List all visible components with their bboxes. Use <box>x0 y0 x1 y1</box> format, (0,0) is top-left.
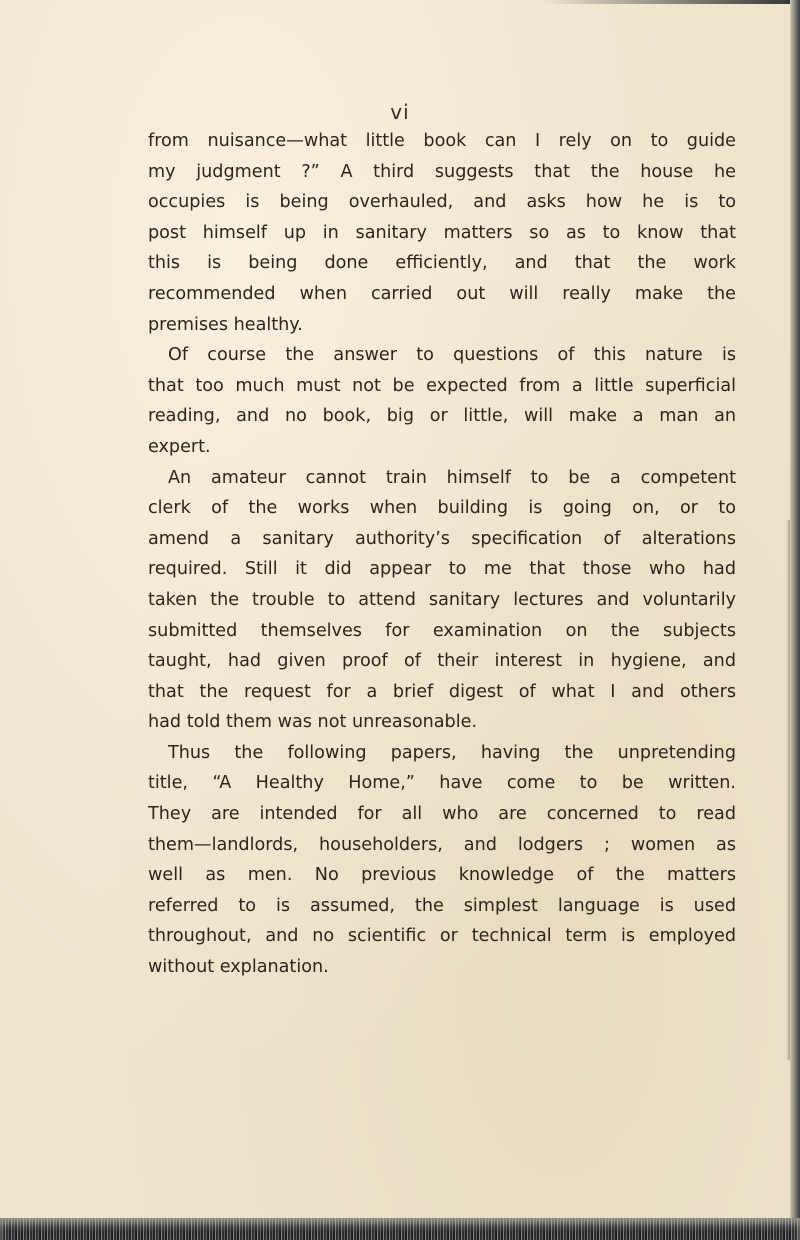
text-line: amend a sanitary authority’s specification of alterations <box>148 528 736 549</box>
text-line: Thus the following papers, having the unpretending <box>168 742 736 763</box>
text-line: without explanation. <box>148 957 329 978</box>
binding-edge <box>790 0 800 1240</box>
page-bottom-edge <box>0 1218 800 1240</box>
text-line: post himself up in sanitary matters so as to know that <box>148 222 736 243</box>
text-line: submitted themselves for examination on the subjects <box>148 620 736 641</box>
text-line: expert. <box>148 436 211 457</box>
text-line: referred to is assumed, the simplest language is used <box>148 895 736 916</box>
text-line: required. Still it did appear to me that those who had <box>148 559 736 580</box>
text-line: them—landlords, householders, and lodgers ; women as <box>148 834 736 855</box>
text-line: An amateur cannot train himself to be a competent <box>168 467 736 488</box>
text-line: throughout, and no scientific or technical term is employed <box>148 926 736 947</box>
text-line: that too much must not be expected from a little superficial <box>148 375 736 396</box>
text-line: taken the trouble to attend sanitary lectures and voluntarily <box>148 589 736 610</box>
text-line: reading, and no book, big or little, will make a man an <box>148 406 736 427</box>
text-line: taught, had given proof of their interest in hygiene, and <box>148 651 736 672</box>
body-text <box>148 126 736 983</box>
text-line: occupies is being overhauled, and asks how he is to <box>148 192 736 213</box>
text-line: that the request for a brief digest of what I and others <box>148 681 736 702</box>
paragraph <box>148 126 736 340</box>
text-line: this is being done efficiently, and that the work <box>148 253 736 274</box>
page-top-edge <box>540 0 800 4</box>
text-line: title, “A Healthy Home,” have come to be written. <box>148 773 736 794</box>
text-line: my judgment ?” A third suggests that the house he <box>148 161 736 182</box>
paragraph <box>148 738 736 983</box>
text-line: clerk of the works when building is going on, or to <box>148 498 736 519</box>
text-line: recommended when carried out will really make the <box>148 283 736 304</box>
paragraph <box>148 463 736 738</box>
text-line: They are intended for all who are concerned to read <box>148 804 736 825</box>
text-line: premises healthy. <box>148 314 303 335</box>
text-line: had told them was not unreasonable. <box>148 712 478 733</box>
text-line: Of course the answer to questions of this nature is <box>168 345 736 366</box>
text-line: from nuisance—what little book can I rely on to guide <box>148 131 736 151</box>
page-number: vi <box>390 100 410 124</box>
text-line: well as men. No previous knowledge of the matters <box>148 865 736 886</box>
paragraph <box>148 340 736 462</box>
